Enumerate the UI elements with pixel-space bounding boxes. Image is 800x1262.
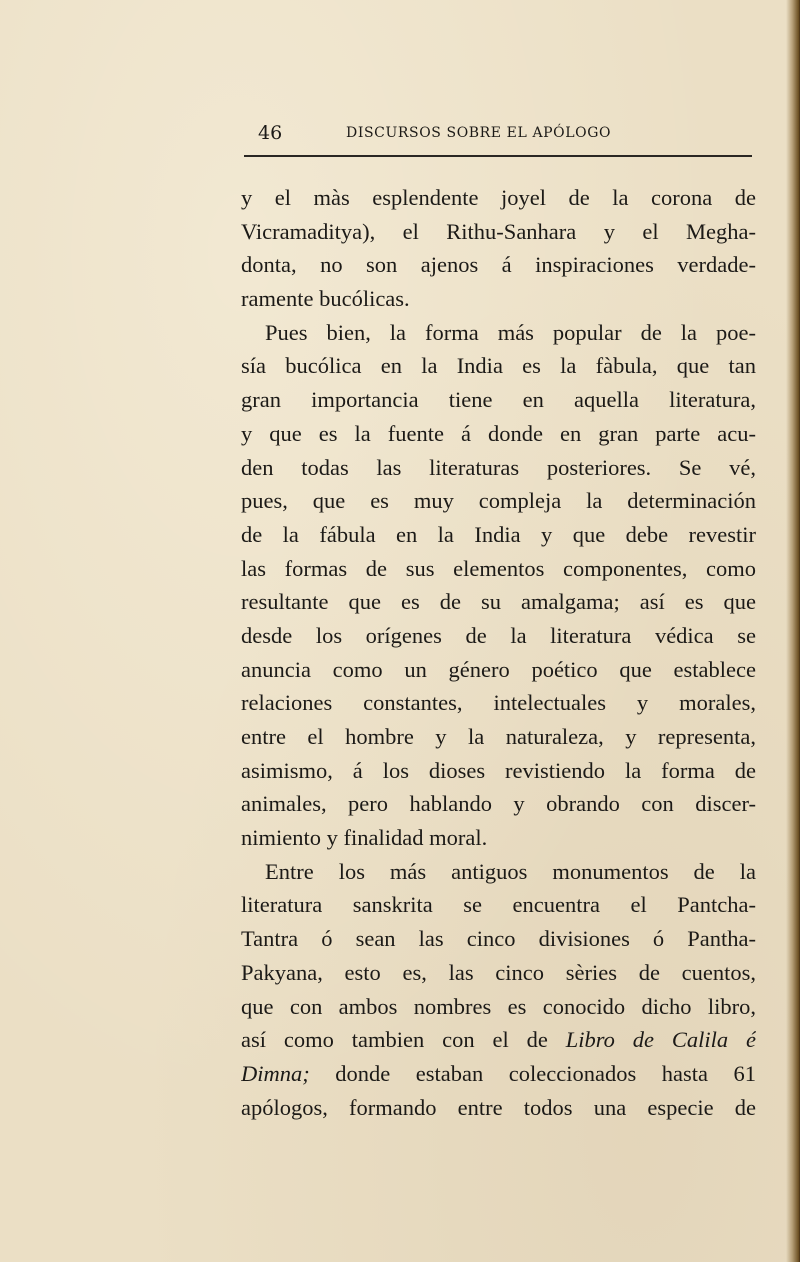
text-line: Vicramaditya), el Rithu-Sanhara y el Megha- <box>241 218 756 244</box>
text-line: apólogos, formando entre todos una especie de <box>241 1094 756 1120</box>
text-line: relaciones constantes, intelectuales y morales, <box>241 690 756 716</box>
text-run: donde estaban coleccionados hasta 61 <box>309 1060 756 1086</box>
text-line: entre el hombre y la naturaleza, y representa, <box>241 724 756 749</box>
text-line: den todas las literaturas posteriores. Se vé, <box>241 454 756 480</box>
text-line: de la fábula en la India y que debe revestir <box>241 521 756 547</box>
text-line <box>241 1023 756 1057</box>
text-line: resultante que es de su amalgama; así es que <box>241 589 756 615</box>
text-line: Pues bien, la forma más popular de la poe- <box>265 319 756 345</box>
text-line: pues, que es muy compleja la determinación <box>241 488 756 514</box>
text-run: así como tambien con el de <box>241 1027 566 1053</box>
running-title: DISCURSOS SOBRE EL APÓLOGO <box>346 125 612 141</box>
running-head <box>244 122 752 148</box>
text-line: que con ambos nombres es conocido dicho libro, <box>241 993 756 1019</box>
text-line: asimismo, á los dioses revistiendo la forma de <box>241 757 756 783</box>
text-line: y el màs esplendente joyel de la corona de <box>241 185 756 210</box>
text-line: animales, pero hablando y obrando con discer- <box>241 791 756 817</box>
text-line: ramente bucólicas. <box>241 286 410 312</box>
text-line: nimiento y finalidad moral. <box>241 825 488 851</box>
italic-book-title: Dimna; <box>241 1060 310 1086</box>
text-line: literatura sanskrita se encuentra el Pantcha- <box>241 892 756 918</box>
text-line: Tantra ó sean las cinco divisiones ó Pantha- <box>241 926 756 952</box>
header-rule <box>244 155 752 157</box>
text-line: Entre los más antiguos monumentos de la <box>265 858 756 884</box>
text-line: las formas de sus elementos componentes, como <box>241 555 756 581</box>
text-line: y que es la fuente á donde en gran parte acu- <box>241 420 756 446</box>
page-edge-shadow <box>786 0 800 1262</box>
body-text <box>241 181 756 1124</box>
text-line: gran importancia tiene en aquella literatura, <box>241 387 756 413</box>
text-line <box>241 1057 756 1091</box>
italic-book-title: Libro de Calila é <box>565 1027 756 1053</box>
text-line: donta, no son ajenos á inspiraciones verdade- <box>241 252 756 278</box>
text-line: anuncia como un género poético que establece <box>241 656 756 682</box>
page-number: 46 <box>258 122 283 144</box>
text-line: Pakyana, esto es, las cinco sèries de cuentos, <box>241 959 756 985</box>
text-line: desde los orígenes de la literatura védica se <box>241 622 756 648</box>
text-line: sía bucólica en la India es la fàbula, que tan <box>241 353 756 379</box>
